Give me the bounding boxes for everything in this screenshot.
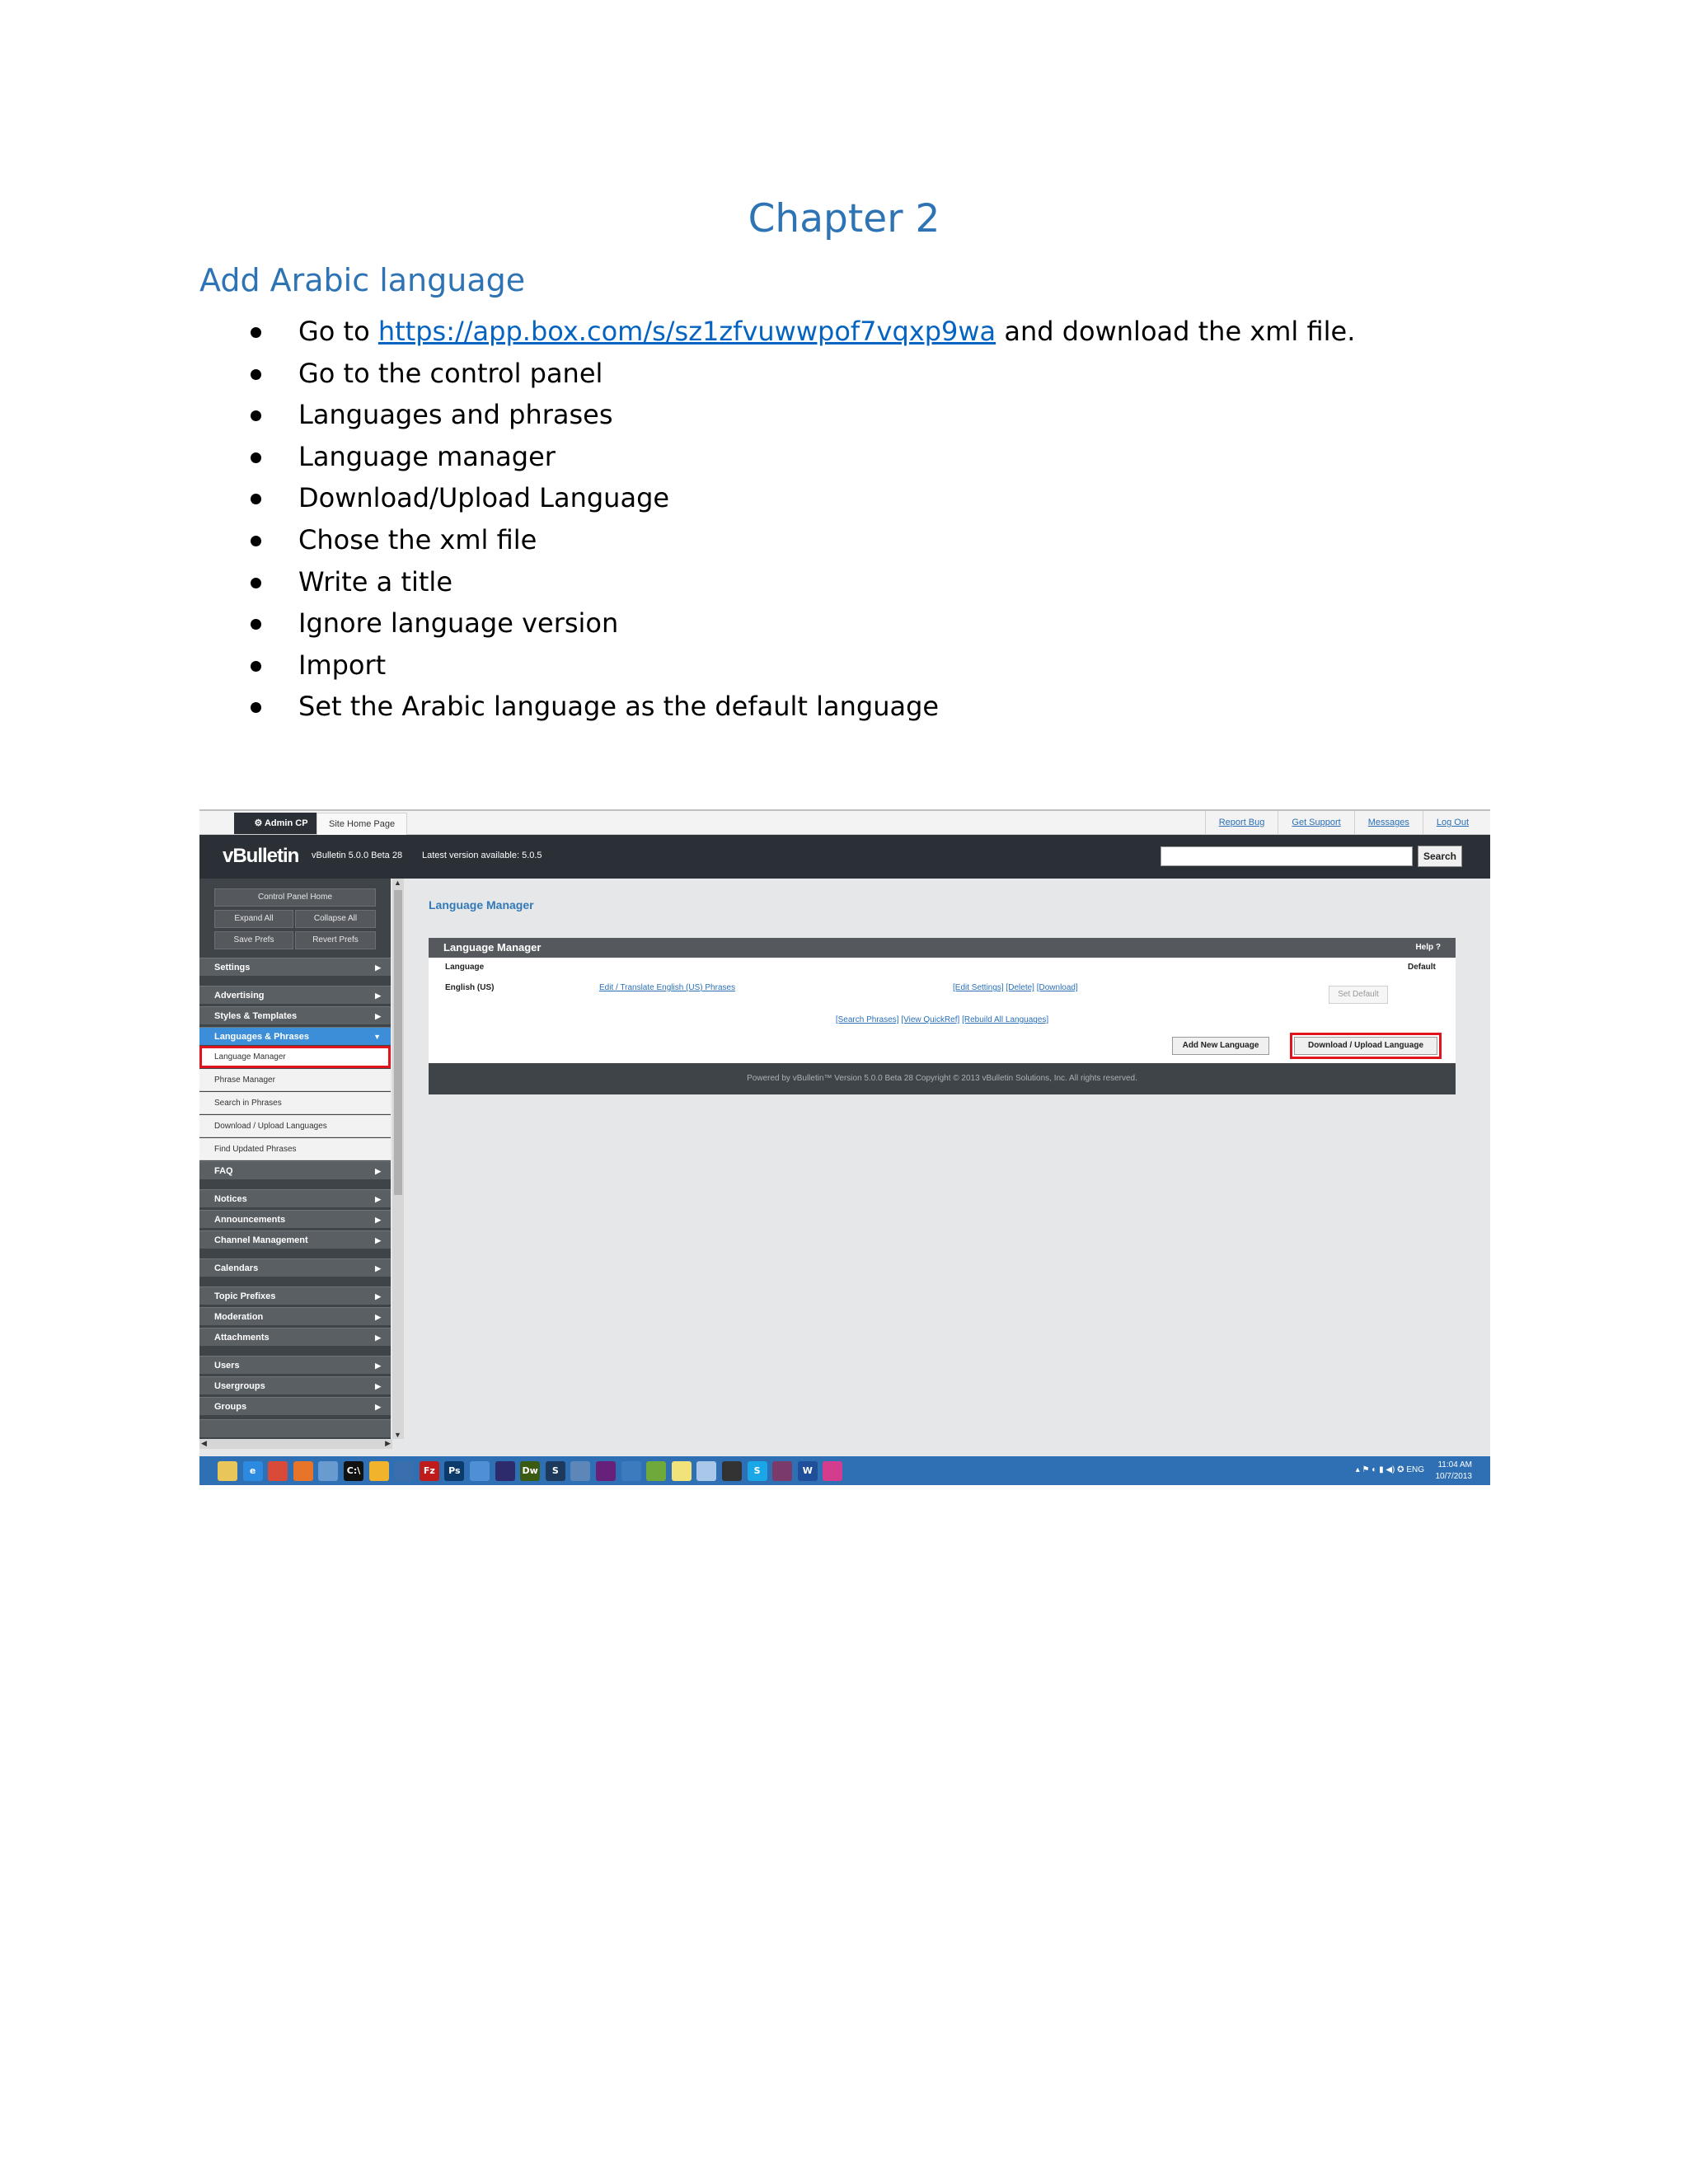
section-heading: Add Arabic language xyxy=(199,262,526,298)
scroll-left-icon[interactable]: ◀ xyxy=(201,1439,207,1447)
top-links xyxy=(1205,811,1482,834)
sidebar-item-styles-templates[interactable] xyxy=(199,1006,391,1024)
input-language[interactable]: ENG xyxy=(1406,1465,1424,1474)
step-suffix: and download the xml file. xyxy=(996,316,1356,347)
sidebar-item-label: Moderation xyxy=(214,1312,264,1322)
expand-all-button[interactable]: Expand All xyxy=(214,910,293,928)
chevron-right-icon: ▶ xyxy=(375,963,381,972)
step-text: Chose the xml file xyxy=(298,523,537,555)
bullet-icon xyxy=(251,369,261,380)
step-text: Ignore language version xyxy=(298,607,619,640)
chevron-right-icon: ▶ xyxy=(375,1333,381,1342)
paint-icon[interactable] xyxy=(823,1461,842,1481)
sidebar-item-settings[interactable] xyxy=(199,958,391,976)
rebuild-all-languages-link[interactable]: [Rebuild All Languages] xyxy=(962,1015,1049,1024)
bullet-icon xyxy=(251,536,261,546)
horizontal-scrollbar[interactable] xyxy=(199,1439,392,1449)
list-item xyxy=(247,394,1355,436)
skype-icon[interactable]: S xyxy=(748,1461,767,1481)
sidebar-item-languages-phrases[interactable] xyxy=(199,1027,391,1045)
bullet-icon xyxy=(251,327,261,338)
sidebar-item-attachments[interactable] xyxy=(199,1328,391,1346)
sidebar-item-label: Styles & Templates xyxy=(214,1011,298,1021)
chevron-right-icon: ▶ xyxy=(375,1403,381,1411)
sidebar-item-label: FAQ xyxy=(214,1166,233,1176)
sidebar-item-label: Attachments xyxy=(214,1333,270,1343)
vbulletin-logo: vBulletin xyxy=(223,845,299,867)
sidebar-item-phrase-manager[interactable]: Phrase Manager xyxy=(199,1069,391,1091)
help-icon: ? xyxy=(1435,943,1441,952)
sidebar-item-label: Notices xyxy=(214,1194,247,1204)
chapter-title: Chapter 2 xyxy=(748,196,940,241)
step-text: Language manager xyxy=(298,440,556,472)
app-dark-icon[interactable] xyxy=(722,1461,742,1481)
filezilla-icon[interactable]: Fz xyxy=(420,1461,439,1481)
admin-header xyxy=(199,835,1490,879)
report-bug-link[interactable]: Report Bug xyxy=(1205,811,1278,834)
winrar-icon[interactable] xyxy=(772,1461,792,1481)
sidebar-item-users[interactable] xyxy=(199,1356,391,1374)
download-upload-language-button[interactable]: Download / Upload Language xyxy=(1294,1037,1437,1055)
clock-date: 10/7/2013 xyxy=(1435,1472,1472,1481)
sidebar-item-topic-prefixes[interactable] xyxy=(199,1286,391,1305)
sidebar-item-find-updated-phrases[interactable]: Find Updated Phrases xyxy=(199,1138,391,1160)
cmd-icon[interactable]: C:\ xyxy=(344,1461,363,1481)
step-prefix: Go to xyxy=(298,316,378,347)
language-tools xyxy=(429,1015,1456,1024)
steps-list xyxy=(247,311,1355,728)
top-bar xyxy=(199,811,1490,835)
chevron-right-icon: ▶ xyxy=(375,1264,381,1272)
messages-link[interactable]: Messages xyxy=(1354,811,1423,834)
tab-label: Admin CP xyxy=(264,818,308,828)
chevron-down-icon: ▼ xyxy=(373,1033,381,1041)
app-round-icon[interactable] xyxy=(621,1461,641,1481)
search-phrases-link[interactable]: [Search Phrases] xyxy=(835,1015,899,1024)
language-name: English (US) xyxy=(445,983,495,992)
chevron-right-icon: ▶ xyxy=(375,991,381,1000)
notepad-icon[interactable] xyxy=(646,1461,666,1481)
sidebar-item-label: Advertising xyxy=(214,991,265,1001)
sidebar-item-label: Calendars xyxy=(214,1263,259,1273)
sidebar-item-cutoff xyxy=(199,1419,391,1437)
bullet-icon xyxy=(251,702,261,713)
list-item xyxy=(247,353,1355,395)
search-button[interactable]: Search xyxy=(1418,846,1462,867)
chevron-right-icon: ▶ xyxy=(375,1292,381,1301)
list-item xyxy=(247,602,1355,644)
edit-settings-link[interactable]: [Edit Settings] xyxy=(953,983,1004,992)
sticky-icon[interactable] xyxy=(672,1461,692,1481)
sidebar-item-language-manager[interactable]: Language Manager xyxy=(199,1046,391,1068)
sidebar-item-announcements[interactable] xyxy=(199,1210,391,1228)
app-globe-icon[interactable] xyxy=(318,1461,338,1481)
list-item xyxy=(247,686,1355,728)
search-input[interactable] xyxy=(1160,846,1413,866)
version-text: vBulletin 5.0.0 Beta 28 xyxy=(312,851,403,860)
download-link[interactable]: [Download] xyxy=(1036,983,1078,992)
chevron-right-icon: ▶ xyxy=(375,1236,381,1244)
save-prefs-button[interactable]: Save Prefs xyxy=(214,931,293,949)
chevron-right-icon: ▶ xyxy=(375,1195,381,1203)
admin-footer: Powered by vBulletin™ Version 5.0.0 Beta 28 Copyright © 2013 vBulletin Solutions, Inc. All rights reserved. xyxy=(429,1063,1456,1094)
system-tray xyxy=(1356,1465,1424,1474)
firefox-icon[interactable] xyxy=(293,1461,313,1481)
bullet-icon xyxy=(251,661,261,672)
sidebar-item-calendars[interactable] xyxy=(199,1258,391,1277)
get-support-link[interactable]: Get Support xyxy=(1278,811,1353,834)
panel-header xyxy=(429,938,1456,958)
vbulletin-admin-screenshot xyxy=(199,809,1490,1485)
app-light-icon[interactable] xyxy=(696,1461,716,1481)
sidebar-item-label: Groups xyxy=(214,1402,247,1412)
explorer-icon[interactable] xyxy=(218,1461,237,1481)
visual-studio-icon[interactable] xyxy=(596,1461,616,1481)
bullet-icon xyxy=(251,578,261,588)
scroll-up-icon[interactable]: ▲ xyxy=(394,879,401,887)
sidebar-item-download-upload-languages[interactable]: Download / Upload Languages xyxy=(199,1115,391,1137)
network-icon[interactable] xyxy=(394,1461,414,1481)
word-icon[interactable]: W xyxy=(798,1461,818,1481)
sidebar-item-label: Languages & Phrases xyxy=(214,1032,309,1042)
column-language: Language xyxy=(445,963,485,972)
chevron-right-icon: ▶ xyxy=(375,1216,381,1224)
list-item xyxy=(247,644,1355,687)
delete-link[interactable]: [Delete] xyxy=(1006,983,1034,992)
edit-translate-link[interactable]: Edit / Translate English (US) Phrases xyxy=(599,983,736,992)
download-link[interactable]: https://app.box.com/s/sz1zfvuwwpof7vqxp9wa xyxy=(377,316,996,347)
step-text: Write a title xyxy=(298,565,452,598)
list-item xyxy=(247,436,1355,478)
scrollbar-thumb[interactable] xyxy=(394,890,402,1195)
sidebar-item-label: Usergroups xyxy=(214,1381,265,1391)
language-manager-panel xyxy=(429,938,1456,1065)
dreamweaver-icon[interactable]: Dw xyxy=(520,1461,540,1481)
sidebar-item-label: Users xyxy=(214,1361,240,1371)
sidebar-item-search-in-phrases[interactable]: Search in Phrases xyxy=(199,1092,391,1114)
language-actions xyxy=(953,983,1078,992)
view-quickref-link[interactable]: [View QuickRef] xyxy=(901,1015,960,1024)
sidebar-item-label: Announcements xyxy=(214,1215,286,1225)
list-item xyxy=(247,477,1355,519)
help-label: Help xyxy=(1415,943,1434,952)
chevron-right-icon: ▶ xyxy=(375,1167,381,1175)
set-default-button[interactable]: Set Default xyxy=(1329,986,1388,1004)
step-text: Languages and phrases xyxy=(298,399,613,431)
sidebar-item-label: Topic Prefixes xyxy=(214,1291,276,1301)
chevron-right-icon: ▶ xyxy=(375,1313,381,1321)
step-text: Go to the control panel xyxy=(298,357,603,389)
add-new-language-button[interactable]: Add New Language xyxy=(1172,1037,1269,1055)
clock-time: 11:04 AM xyxy=(1437,1460,1472,1469)
bullet-icon xyxy=(251,452,261,463)
sidebar-item-notices[interactable] xyxy=(199,1189,391,1207)
chevron-right-icon: ▶ xyxy=(375,1012,381,1020)
tab-admin-cp[interactable] xyxy=(234,813,328,834)
scroll-right-icon[interactable]: ▶ xyxy=(385,1439,391,1447)
sidebar-item-faq[interactable] xyxy=(199,1161,391,1179)
sidebar-item-label: Settings xyxy=(214,963,251,972)
eclipse-icon[interactable] xyxy=(495,1461,515,1481)
control-panel-home-button[interactable]: Control Panel Home xyxy=(214,888,376,907)
sidebar-item-groups[interactable] xyxy=(199,1397,391,1415)
list-item xyxy=(247,519,1355,561)
sidebar-item-channel-management[interactable] xyxy=(199,1230,391,1249)
app-s-icon[interactable]: S xyxy=(546,1461,565,1481)
virtualbox-icon[interactable] xyxy=(570,1461,590,1481)
admin-sidebar xyxy=(199,879,391,1439)
gear-icon: ⚙ xyxy=(254,818,265,828)
list-item xyxy=(247,311,1355,353)
chevron-right-icon: ▶ xyxy=(375,1361,381,1370)
sidebar-item-usergroups[interactable] xyxy=(199,1376,391,1394)
column-default: Default xyxy=(1408,963,1436,972)
panel-title: Language Manager xyxy=(443,941,542,954)
sidebar-item-moderation[interactable] xyxy=(199,1307,391,1325)
photoshop-icon[interactable]: Ps xyxy=(444,1461,464,1481)
bullet-icon xyxy=(251,619,261,630)
sidebar-scrollbar[interactable] xyxy=(392,879,404,1439)
step-text: Download/Upload Language xyxy=(298,482,670,514)
sidebar-item-advertising[interactable] xyxy=(199,986,391,1004)
taskbar-clock[interactable] xyxy=(1436,1460,1473,1483)
help-button[interactable] xyxy=(1415,938,1441,958)
main-content xyxy=(412,879,1490,1439)
latest-version-text: Latest version available: 5.0.5 xyxy=(422,851,542,860)
step-text: Set the Arabic language as the default language xyxy=(298,691,940,723)
tab-site-home[interactable]: Site Home Page xyxy=(316,813,407,835)
bullet-icon xyxy=(251,494,261,504)
revert-prefs-button[interactable]: Revert Prefs xyxy=(295,931,376,949)
bullet-icon xyxy=(251,410,261,421)
list-item xyxy=(247,561,1355,603)
chevron-right-icon: ▶ xyxy=(375,1382,381,1390)
windows-taskbar xyxy=(199,1456,1490,1485)
step-text: Import xyxy=(298,649,387,681)
scroll-down-icon[interactable]: ▼ xyxy=(394,1431,401,1439)
sidebar-item-label: Channel Management xyxy=(214,1235,308,1245)
collapse-all-button[interactable]: Collapse All xyxy=(295,910,376,928)
folder-icon[interactable] xyxy=(369,1461,389,1481)
page-title: Language Manager xyxy=(429,898,534,912)
tray-icons: ▴ ⚑ ◐ ▮ ◀) ✪ xyxy=(1355,1465,1407,1474)
ie-icon[interactable]: e xyxy=(243,1461,263,1481)
log-out-link[interactable]: Log Out xyxy=(1423,811,1482,834)
app-blue-icon[interactable] xyxy=(470,1461,490,1481)
chrome-icon[interactable] xyxy=(268,1461,288,1481)
